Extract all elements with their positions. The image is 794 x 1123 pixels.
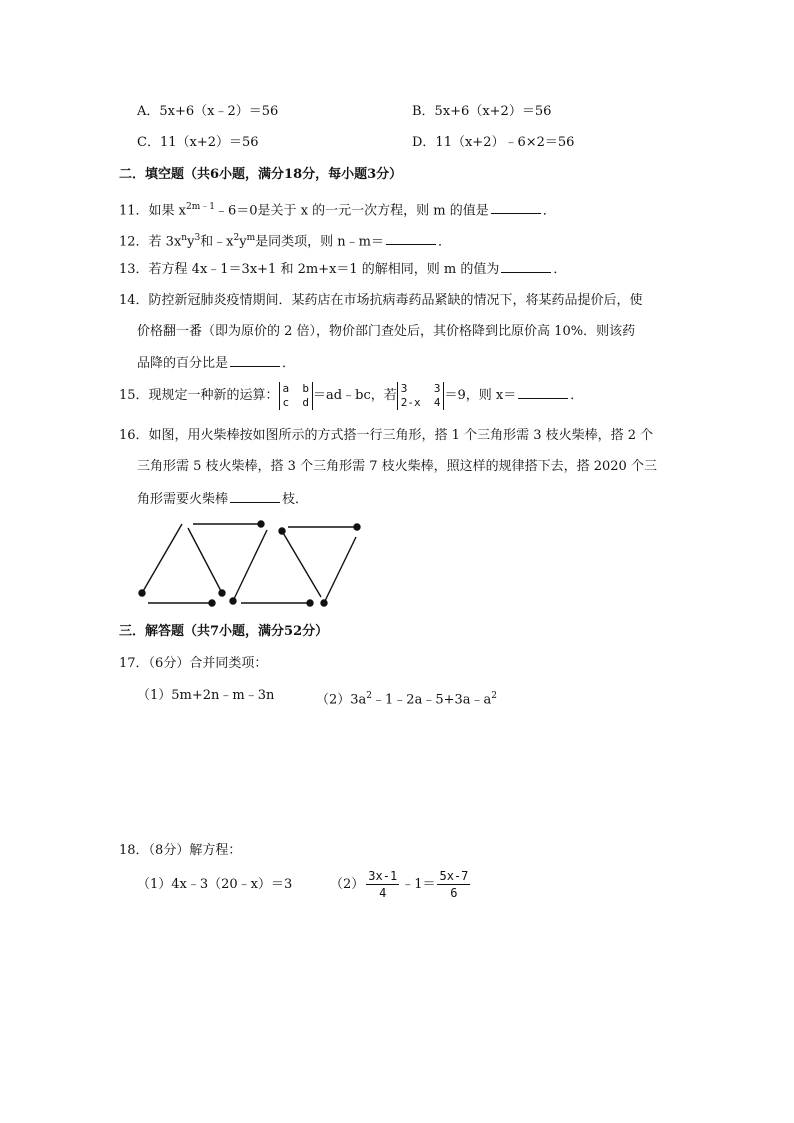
determinant-definition xyxy=(279,382,314,410)
q12-e: 是同类项，则 n﹣m＝ xyxy=(255,234,384,250)
fraction-left-numerator: 3x-1 xyxy=(368,869,398,883)
question-16-line-1: 16．如图，用火柴棒按如图所示的方式搭一行三角形，搭 1 个三角形需 3 枝火柴棒，搭 2 个 xyxy=(119,428,654,443)
answer-blank xyxy=(518,386,568,399)
q11-end: ． xyxy=(542,203,556,219)
q17-p2a: （2）3a xyxy=(316,692,367,708)
option-c: C．11（x+2）＝56 xyxy=(137,135,259,150)
option-b: B．5x+6（x+2）＝56 xyxy=(412,104,552,119)
question-12 xyxy=(119,229,451,251)
q17-p2b: ﹣1﹣2a﹣5+3a﹣a xyxy=(372,692,492,708)
q12-sup1: n xyxy=(181,233,188,243)
match-right-2 xyxy=(282,531,321,597)
fraction-right xyxy=(437,868,470,901)
question-17-title: 17．（6分）合并同类项： xyxy=(119,656,268,671)
answer-blank xyxy=(230,490,280,503)
q15-post: ＝9，则 x＝ xyxy=(444,388,517,403)
q11-pre: 11．如果 x xyxy=(119,203,187,219)
question-14-line-2: 价格翻一番（即为原价的 2 倍），物价部门查处后，其价格降到比原价高 10%．则该药 xyxy=(137,324,636,339)
det2-row1: 3 3 xyxy=(400,381,441,395)
section-title-solve: 三．解答题（共7小题，满分52分） xyxy=(119,624,329,639)
question-13 xyxy=(119,260,566,279)
det2-row2: 2-x 4 xyxy=(400,395,441,409)
question-18-title: 18．（8分）解方程： xyxy=(119,843,242,858)
fraction-left-denominator: 4 xyxy=(379,886,387,900)
option-d: D．11（x+2）﹣6×2＝56 xyxy=(412,135,575,150)
q11-text: ﹣6＝0是关于 x 的一元一次方程，则 m 的值是 xyxy=(215,203,489,219)
q15-pre: 15．现规定一种新的运算： xyxy=(119,388,279,403)
match-left-2 xyxy=(233,530,267,601)
det1-row2: c d xyxy=(282,395,310,409)
answer-blank xyxy=(386,232,436,245)
q12-sup2: 3 xyxy=(194,233,201,243)
matchstick-triangles-figure xyxy=(130,515,370,610)
q18-p2-label: （2） xyxy=(330,877,365,892)
q14-text: 品降的百分比是 xyxy=(137,356,229,371)
q12-a: 12．若 3x xyxy=(119,234,182,250)
answer-blank xyxy=(501,260,551,273)
question-11 xyxy=(119,198,556,220)
q13-end: ． xyxy=(553,262,567,277)
determinant-equation xyxy=(397,382,445,410)
question-14-line-1: 14．防控新冠肺炎疫情期间．某药店在市场抗病毒药品紧缺的情况下，将某药品提价后，使 xyxy=(119,293,643,308)
option-a: A．5x+6（x﹣2）＝56 xyxy=(137,104,279,119)
question-17-part-2 xyxy=(316,687,497,709)
q12-sup4: m xyxy=(246,233,256,243)
q14-end: ． xyxy=(282,356,296,371)
q16-text: 角形需要火柴棒 xyxy=(137,492,229,507)
question-16-line-3 xyxy=(137,490,308,509)
det1-row1: a b xyxy=(282,381,310,395)
q12-d: y xyxy=(239,234,247,250)
q12-end: ． xyxy=(438,234,452,250)
fraction-left xyxy=(366,868,399,901)
q12-c: 和﹣x xyxy=(200,234,234,250)
q15-mid: ＝ad﹣bc，若 xyxy=(313,388,397,403)
question-18-part-2 xyxy=(330,868,472,902)
question-17-part-1: （1）5m+2n﹣m﹣3n xyxy=(137,688,275,703)
q12-b: y xyxy=(187,234,195,250)
q18-mid: ﹣1＝ xyxy=(401,877,436,892)
q16-end: 枝． xyxy=(282,492,309,507)
match-right-3 xyxy=(324,537,356,603)
question-14-line-3 xyxy=(137,354,295,373)
question-16-line-2: 三角形需 5 枝火柴棒，搭 3 个三角形需 7 枝火柴棒，照这样的规律搭下去，搭 2020 个三 xyxy=(137,459,657,474)
match-right-1 xyxy=(188,528,222,593)
fraction-right-denominator: 6 xyxy=(450,886,458,900)
q15-end: ． xyxy=(570,388,584,403)
answer-blank xyxy=(230,354,280,367)
q17-p2-sup1: 2 xyxy=(366,691,373,701)
q11-exponent: 2m﹣1 xyxy=(186,202,216,212)
q13-text: 13．若方程 4x﹣1＝3x+1 和 2m+x＝1 的解相同，则 m 的值为 xyxy=(119,262,500,277)
q12-sup3: 2 xyxy=(233,233,240,243)
section-title-fill-in: 二．填空题（共6小题，满分18分，每小题3分） xyxy=(119,167,403,182)
question-15 xyxy=(119,381,583,411)
question-18-part-1: （1）4x﹣3（20﹣x）＝3 xyxy=(137,877,293,892)
answer-blank xyxy=(491,201,541,214)
match-left-1 xyxy=(142,524,182,593)
fraction-right-numerator: 5x-7 xyxy=(439,869,469,883)
q17-p2-sup2: 2 xyxy=(491,691,497,701)
